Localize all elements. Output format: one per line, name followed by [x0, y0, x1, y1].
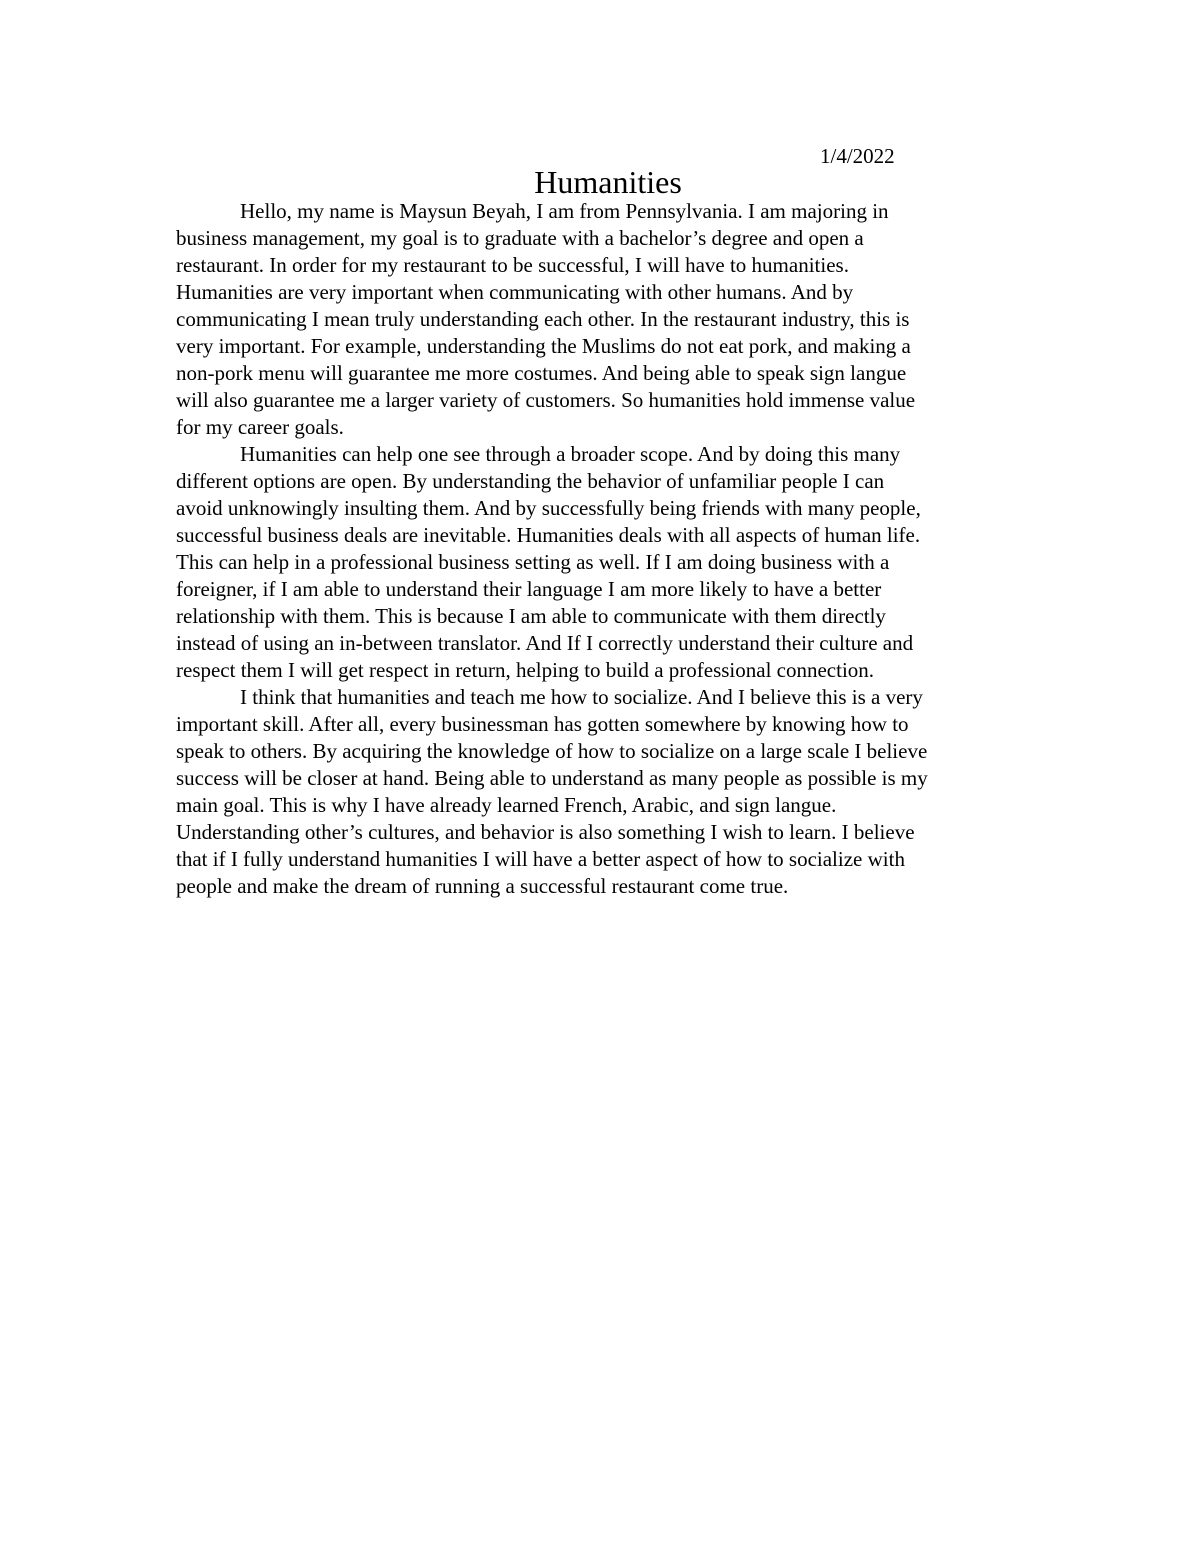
text-line: for my career goals. — [176, 415, 344, 439]
document-date: 1/4/2022 — [820, 144, 895, 168]
document-title: Humanities — [534, 164, 682, 200]
document-body — [176, 198, 1056, 900]
text-line: avoid unknowingly insulting them. And by successfully being friends with many people, — [176, 496, 921, 520]
text-line: different options are open. By understanding the behavior of unfamiliar people I can — [176, 469, 885, 493]
text-line: main goal. This is why I have already learned French, Arabic, and sign langue. — [176, 793, 837, 817]
text-line: people and make the dream of running a successful restaurant come true. — [176, 874, 789, 898]
paragraph-2 — [176, 441, 1056, 684]
text-line: Humanities can help one see through a broader scope. And by doing this many — [240, 442, 901, 466]
text-line: communicating I mean truly understanding each other. In the restaurant industry, this is — [176, 307, 910, 331]
text-line: that if I fully understand humanities I will have a better aspect of how to socialize with — [176, 847, 905, 871]
text-line: will also guarantee me a larger variety of customers. So humanities hold immense value — [176, 388, 916, 412]
text-line: Humanities are very important when communicating with other humans. And by — [176, 280, 854, 304]
text-line: This can help in a professional business setting as well. If I am doing business with a — [176, 550, 890, 574]
text-line: respect them I will get respect in return, helping to build a professional connection. — [176, 658, 875, 682]
paragraph-3 — [176, 684, 1056, 900]
text-line: I think that humanities and teach me how to socialize. And I believe this is a very — [240, 685, 923, 709]
text-line: success will be closer at hand. Being able to understand as many people as possible is my — [176, 766, 928, 790]
text-line: business management, my goal is to graduate with a bachelor’s degree and open a — [176, 226, 864, 250]
text-line: relationship with them. This is because I am able to communicate with them directly — [176, 604, 886, 628]
text-line: restaurant. In order for my restaurant to be successful, I will have to humanities. — [176, 253, 849, 277]
text-line: successful business deals are inevitable. Humanities deals with all aspects of human life. — [176, 523, 921, 547]
text-line: instead of using an in-between translator. And If I correctly understand their culture and — [176, 631, 914, 655]
text-line: Understanding other’s cultures, and behavior is also something I wish to learn. I believe — [176, 820, 915, 844]
text-line: speak to others. By acquiring the knowledge of how to socialize on a large scale I believe — [176, 739, 928, 763]
text-line: foreigner, if I am able to understand their language I am more likely to have a better — [176, 577, 882, 601]
paragraph-1 — [176, 198, 1056, 441]
text-line: important skill. After all, every businessman has gotten somewhere by knowing how to — [176, 712, 909, 736]
text-line: very important. For example, understanding the Muslims do not eat pork, and making a — [176, 334, 911, 358]
text-line: non-pork menu will guarantee me more costumes. And being able to speak sign langue — [176, 361, 907, 385]
text-line: Hello, my name is Maysun Beyah, I am from Pennsylvania. I am majoring in — [240, 199, 889, 223]
